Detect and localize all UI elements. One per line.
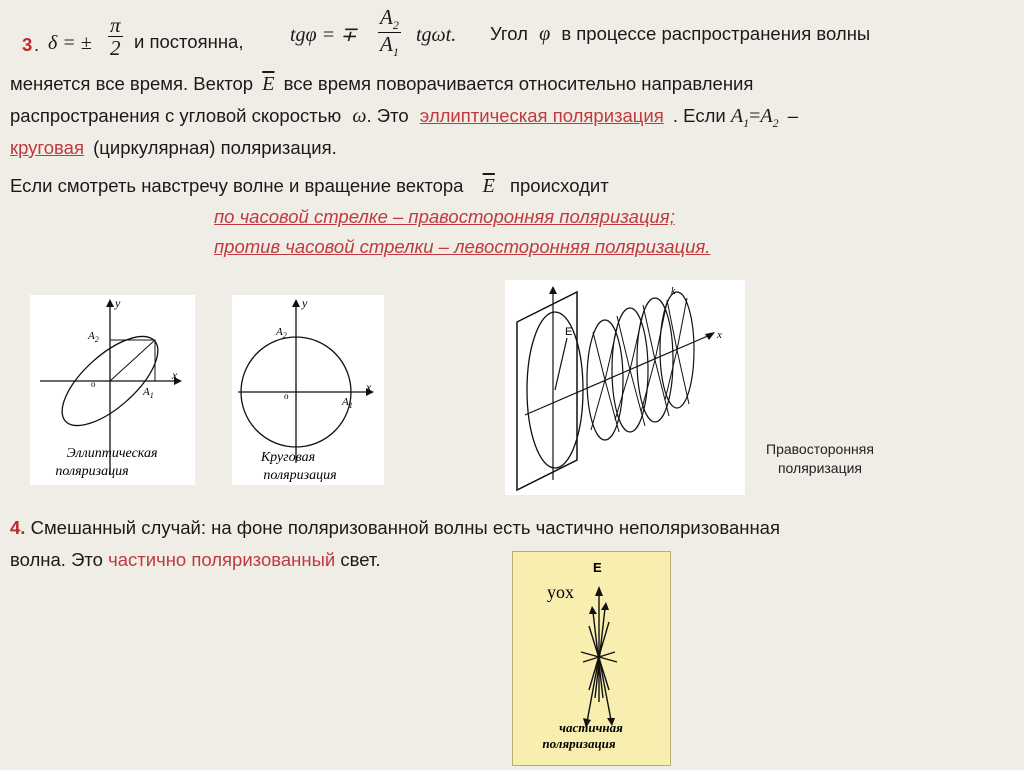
- counterclockwise-line: против часовой стрелки – левосторонняя поляризация.: [214, 236, 711, 257]
- line-8: 4. Смешанный случай: на фоне поляризованной волны есть частично неполяризованная: [10, 517, 780, 538]
- caption-circular: Круговая: [260, 450, 316, 465]
- svg-text:y: y: [302, 296, 308, 310]
- rotating-vector-diagram: [505, 280, 745, 495]
- svg-text:A2: $A_2$: [88, 330, 99, 344]
- svg-text:поляризация: поляризация: [263, 468, 337, 483]
- svg-text:A1: $A_1$: [143, 386, 154, 400]
- vector-e: $\overline{E}$: [262, 73, 275, 95]
- clockwise-line: по часовой стрелке – правосторонняя поляризация;: [214, 206, 675, 227]
- wave-svg: [505, 280, 745, 495]
- svg-text:поляризация: поляризация: [55, 464, 129, 479]
- pi-over-2: $\frac{\pi}{2}$: [110, 13, 121, 61]
- line-1-rest: Угол φ в процессе распространения волны: [490, 23, 871, 45]
- partially-polarized-highlight: частично поляризованный: [108, 549, 336, 570]
- svg-text:o: o: [284, 391, 289, 401]
- svg-text:x: x: [172, 368, 178, 382]
- helix-rings: [587, 292, 694, 440]
- svg-text:x: x: [717, 329, 722, 341]
- svg-text:A2: $A_2$: [276, 326, 287, 340]
- svg-text:k: k: [671, 286, 676, 297]
- elliptical-diagram: [30, 295, 195, 485]
- circular-diagram: [232, 295, 384, 485]
- svg-text:E: E: [593, 560, 602, 575]
- arrows: [581, 592, 617, 722]
- svg-text:E: E: [565, 326, 573, 338]
- svg-text:A1: $A_1$: [342, 396, 353, 410]
- svg-text:x: x: [366, 380, 372, 394]
- line-4: круговая (циркулярная) поляризация.: [10, 137, 337, 158]
- partial-svg: [513, 552, 670, 765]
- svg-text:поляризация: поляризация: [542, 736, 616, 751]
- svg-text:частичная: частичная: [559, 720, 623, 735]
- caption-elliptical: Эллиптическая: [66, 446, 158, 461]
- svg-text:yox: yox: [547, 582, 574, 602]
- circular-axes-svg: [232, 295, 384, 485]
- line-3: распространения с угловой скоростью ω. Это эллиптическая поляризация . Если $A_1=A_2$ –: [10, 105, 798, 130]
- partial-polarization-diagram: [512, 551, 671, 766]
- link-elliptical-polarization[interactable]: эллиптическая поляризация: [419, 105, 664, 126]
- delta-formula: δ = ±: [48, 32, 92, 54]
- elliptical-axes-svg: [30, 295, 195, 485]
- link-circular[interactable]: круговая: [10, 137, 84, 158]
- svg-text:o: o: [91, 379, 96, 389]
- line-5: Если смотреть навстречу волне и вращение вектора $\overline{E}$ происходит: [10, 175, 609, 197]
- caption-right-handed: Правосторонняя поляризация: [766, 441, 874, 476]
- const-text: и постоянна,: [134, 31, 244, 52]
- item-number-3: 3: [22, 34, 33, 55]
- svg-text:y: y: [115, 296, 121, 310]
- line-2: меняется все время. Вектор $\overline{E}$ все время поворачивается относительно направления: [10, 73, 754, 95]
- line-9: волна. Это частично поляризованный свет.: [10, 549, 381, 570]
